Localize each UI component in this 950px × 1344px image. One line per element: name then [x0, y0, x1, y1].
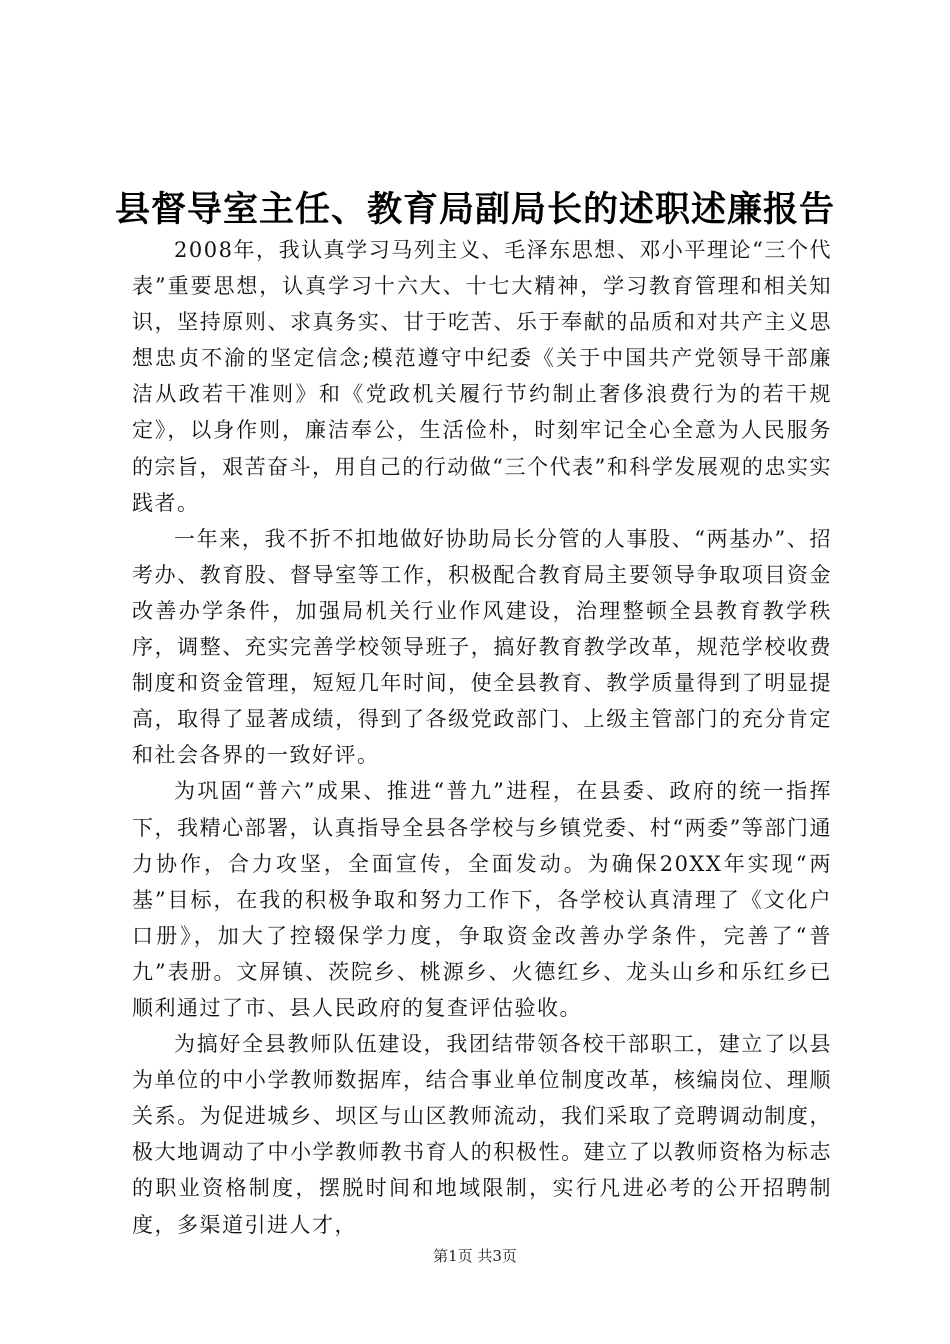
paragraph-2: 一年来，我不折不扣地做好协助局长分管的人事股、“两基办”、招考办、教育股、督导室等工作，积极配合教育局主要领导争取项目资金改善办学条件，加强局机关行业作风建设，治理整顿全县教育教学秩序，调整、充实完善学校领导班子，搞好教育教学改革，规范学校收费制度和资金管理，短短几年时间，使全县教育、教学质量得到了明显提高，取得了显著成绩，得到了各级党政部门、上级主管部门的充分肯定和社会各界的一致好评。: [132, 526, 832, 768]
paragraph-4: 为搞好全县教师队伍建设，我团结带领各校干部职工，建立了以县为单位的中小学教师数据库，结合事业单位制度改革，核编岗位、理顺关系。为促进城乡、坝区与山区教师流动，我们采取了竞聘调动制度，极大地调动了中小学教师教书育人的积极性。建立了以教师资格为标志的职业资格制度，摆脱时间和地域限制，实行凡进必考的公开招聘制度，多渠道引进人才，: [132, 1032, 832, 1237]
document-body: [132, 232, 832, 1243]
paragraph-3: 为巩固“普六”成果、推进“普九”进程，在县委、政府的统一指挥下，我精心部署，认真指导全县各学校与乡镇党委、村“两委”等部门通力协作，合力攻坚，全面宣传，全面发动。为确保20XX年实现“两基”目标，在我的积极争取和努力工作下，各学校认真清理了《文化户口册》，加大了控辍保学力度，争取资金改善办学条件，完善了“普九”表册。文屏镇、茨院乡、桃源乡、火德红乡、龙头山乡和乐红乡已顺利通过了市、县人民政府的复查评估验收。: [132, 779, 832, 1020]
paragraph-1: 2008年，我认真学习马列主义、毛泽东思想、邓小平理论“三个代表”重要思想，认真学习十六大、十七大精神，学习教育管理和相关知识，坚持原则、求真务实、甘于吃苦、乐于奉献的品质和对共产主义思想忠贞不渝的坚定信念;模范遵守中纪委《关于中国共产党领导干部廉洁从政若干准则》和《党政机关履行节约制止奢侈浪费行为的若干规定》，以身作则，廉洁奉公，生活俭朴，时刻牢记全心全意为人民服务的宗旨，艰苦奋斗，用自己的行动做“三个代表”和科学发展观的忠实实践者。: [132, 238, 832, 515]
page-footer: 第1页 共3页: [433, 1247, 517, 1265]
document-title: 县督导室主任、教育局副局长的述职述廉报告: [114, 189, 835, 230]
